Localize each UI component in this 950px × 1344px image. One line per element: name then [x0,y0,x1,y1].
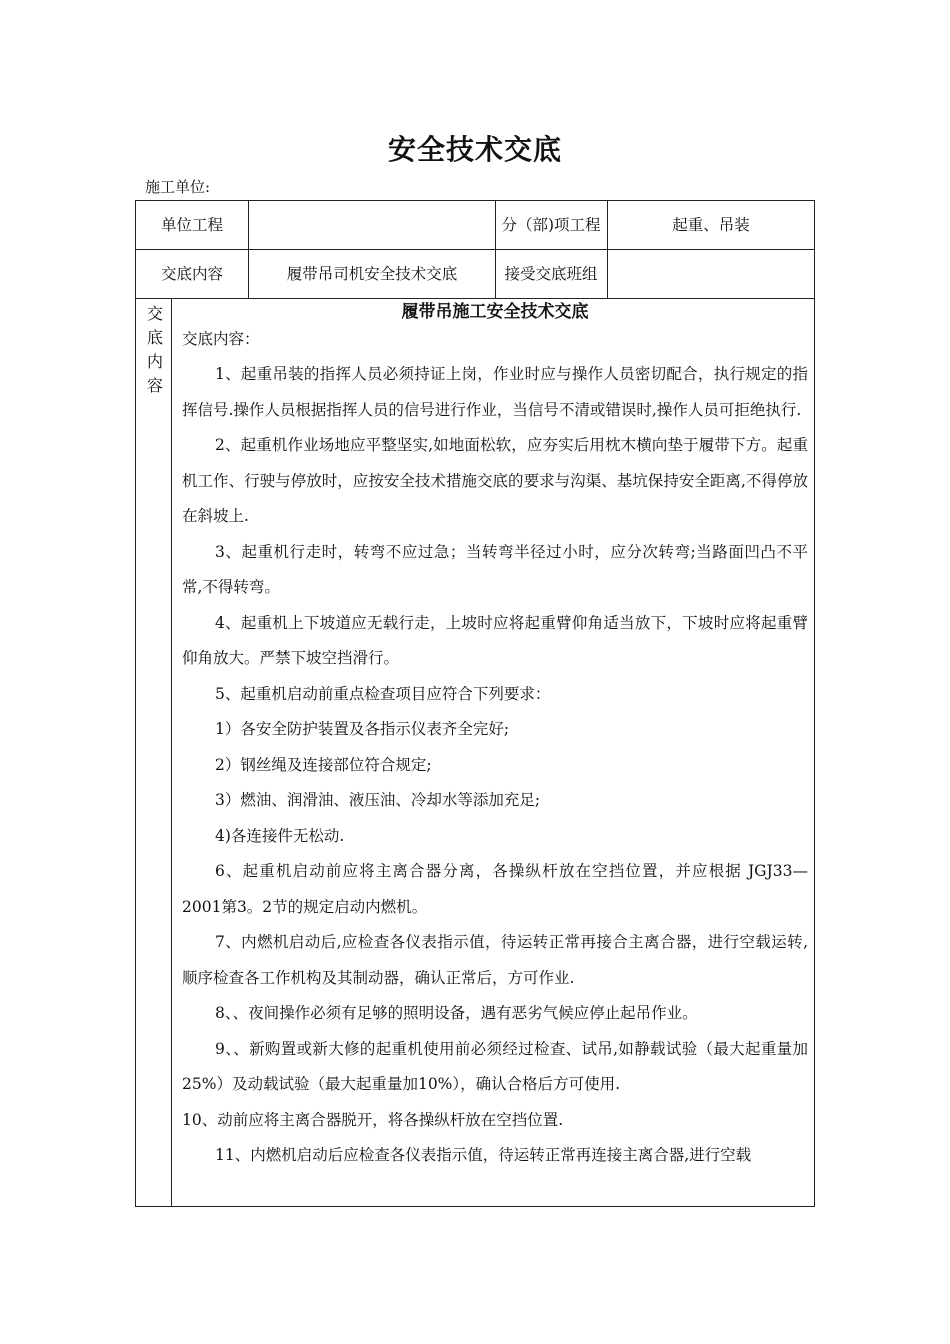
content-paragraph: 5、起重机启动前重点检查项目应符合下列要求： [215,684,551,703]
label-subproject: 分（部)项工程 [501,216,601,234]
value-subproject: 起重、吊装 [672,216,750,234]
content-paragraph: 9、、新购置或新大修的起重机使用前必须经过检查、试吊,如静载试验（最大起重量加25%）及动载试验（最大起重量加10%），确认合格后方可使用. [182,1039,808,1093]
content-paragraph: 3、起重机行走时，转弯不应过急；当转弯半径过小时，应分次转弯;当路面凹凸不平常,不得转弯。 [182,542,808,596]
content-paragraph: 8、、夜间操作必须有足够的照明设备，遇有恶劣气候应停止起吊作业。 [215,1004,698,1022]
content-paragraph: 2）钢丝绳及连接部位符合规定; [215,755,432,774]
value-briefing-content: 履带吊司机安全技术交底 [286,265,458,283]
content-paragraph: 4、起重机上下坡道应无载行走，上坡时应将起重臂仰角适当放下，下坡时应将起重臂仰角放大。严禁下坡空挡滑行。 [182,613,808,667]
briefing-content-body [182,299,808,1207]
label-briefing-content: 交底内容 [160,265,223,283]
construction-unit-label: 施工单位: [145,178,211,196]
content-paragraph: 3）燃油、润滑油、液压油、冷却水等添加充足; [215,791,541,809]
table-border-right [814,200,815,1207]
content-paragraph: 10、动前应将主离合器脱开，将各操纵杆放在空挡位置. [182,1110,564,1129]
content-paragraph: 7、内燃机启动后,应检查各仪表指示值，待运转正常再接合主离合器，进行空载运转,顺序检查各工作机构及其制动器，确认正常后，方可作业. [182,933,808,987]
side-label-content [140,302,170,398]
paragraph-list [182,357,808,1174]
side-label-char: 内 [146,352,163,371]
side-label-char: 交 [146,304,163,323]
value-unit-project [249,201,495,249]
content-paragraph: 2、起重机作业场地应平整坚实,如地面松软，应夯实后用枕木横向垫于履带下方。起重机工作、行驶与停放时，应按安全技术措施交底的要求与沟渠、基坑保持安全距离,不得停放在斜坡上. [182,436,808,525]
table-border-left [135,200,136,1207]
value-receiving-team [608,250,814,298]
content-paragraph: 11、内燃机启动后应检查各仪表指示值，待运转正常再连接主离合器,进行空载 [215,1146,752,1164]
label-receiving-team: 接受交底班组 [504,265,598,283]
document-title: 安全技术交底 [387,133,562,166]
content-paragraph: 6、起重机启动前应将主离合器分离，各操纵杆放在空挡位置，并应根据 JGJ33—2001第3。2节的规定启动内燃机。 [182,862,808,916]
table-divider-col2 [495,200,496,298]
label-unit-project: 单位工程 [160,216,223,234]
content-heading: 履带吊施工安全技术交底 [401,302,589,322]
side-label-char: 容 [146,376,163,395]
side-label-char: 底 [146,328,163,347]
content-paragraph: 1、起重吊装的指挥人员必须持证上岗，作业时应与操作人员密切配合，执行规定的指挥信号.操作人员根据指挥人员的信号进行作业，当信号不清或错误时,操作人员可拒绝执行. [182,365,808,419]
content-paragraph: 4)各连接件无松动. [215,826,345,845]
content-intro: 交底内容： [182,330,260,348]
table-divider-side [171,298,172,1207]
content-paragraph: 1）各安全防护装置及各指示仪表齐全完好; [215,720,510,738]
